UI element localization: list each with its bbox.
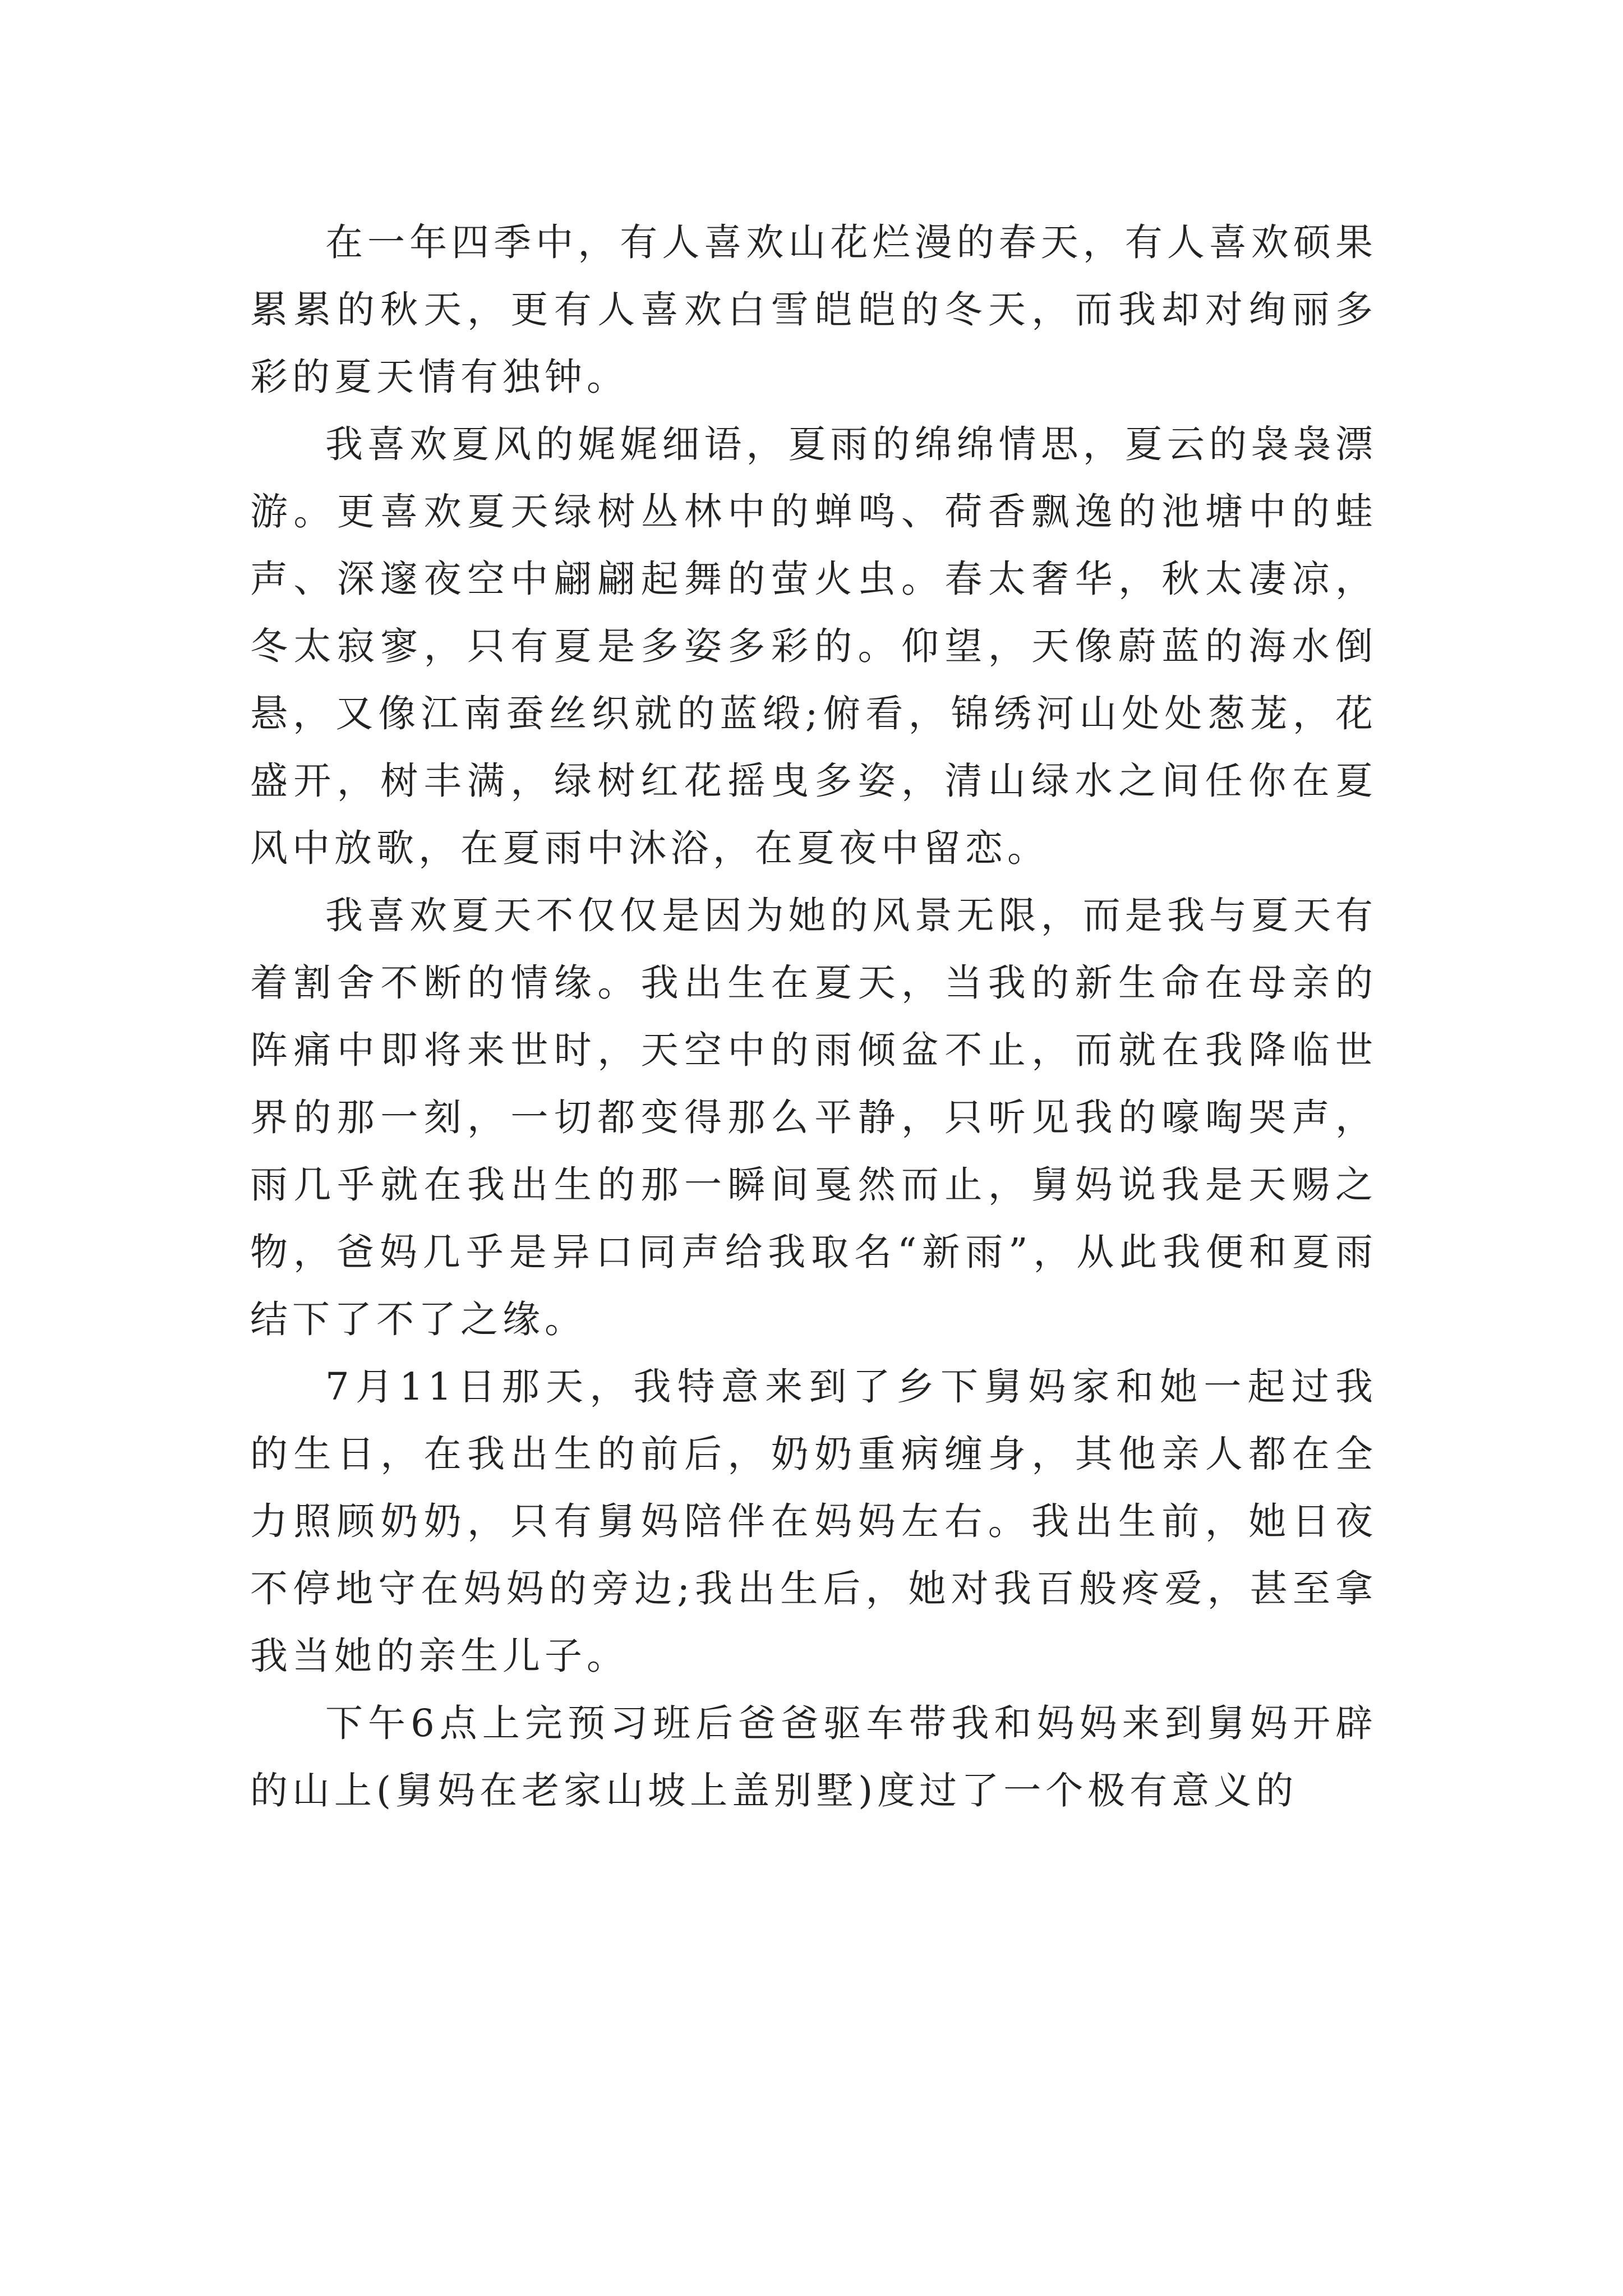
document-body <box>250 209 1377 1824</box>
paragraph: 我喜欢夏风的娓娓细语，夏雨的绵绵情思，夏云的袅袅漂游。更喜欢夏天绿树丛林中的蝉鸣、荷香飘逸的池塘中的蛙声、深邃夜空中翩翩起舞的萤火虫。春太奢华，秋太凄凉，冬太寂寥，只有夏是多姿多彩的。仰望，天像蔚蓝的海水倒悬，又像江南蚕丝织就的蓝缎;俯看，锦绣河山处处葱茏，花盛开，树丰满，绿树红花摇曳多姿，清山绿水之间任你在夏风中放歌，在夏雨中沐浴，在夏夜中留恋。 <box>250 422 1377 870</box>
paragraph: 在一年四季中，有人喜欢山花烂漫的春天，有人喜欢硕果累累的秋天，更有人喜欢白雪皑皑的冬天，而我却对绚丽多彩的夏天情有独钟。 <box>250 220 1377 399</box>
paragraph: 下午6点上完预习班后爸爸驱车带我和妈妈来到舅妈开辟的山上(舅妈在老家山坡上盖别墅)度过了一个极有意义的 <box>250 1701 1377 1812</box>
paragraph: 我喜欢夏天不仅仅是因为她的风景无限，而是我与夏天有着割舍不断的情缘。我出生在夏天，当我的新生命在母亲的阵痛中即将来世时，天空中的雨倾盆不止，而就在我降临世界的那一刻，一切都变得那么平静，只听见我的嚎啕哭声，雨几乎就在我出生的那一瞬间戛然而止，舅妈说我是天赐之物，爸妈几乎是异口同声给我取名“新雨”，从此我便和夏雨结下了不了之缘。 <box>250 894 1377 1341</box>
paragraph: 7月11日那天，我特意来到了乡下舅妈家和她一起过我的生日，在我出生的前后，奶奶重病缠身，其他亲人都在全力照顾奶奶，只有舅妈陪伴在妈妈左右。我出生前，她日夜不停地守在妈妈的旁边;我出生后，她对我百般疼爱，甚至拿我当她的亲生儿子。 <box>250 1365 1377 1678</box>
